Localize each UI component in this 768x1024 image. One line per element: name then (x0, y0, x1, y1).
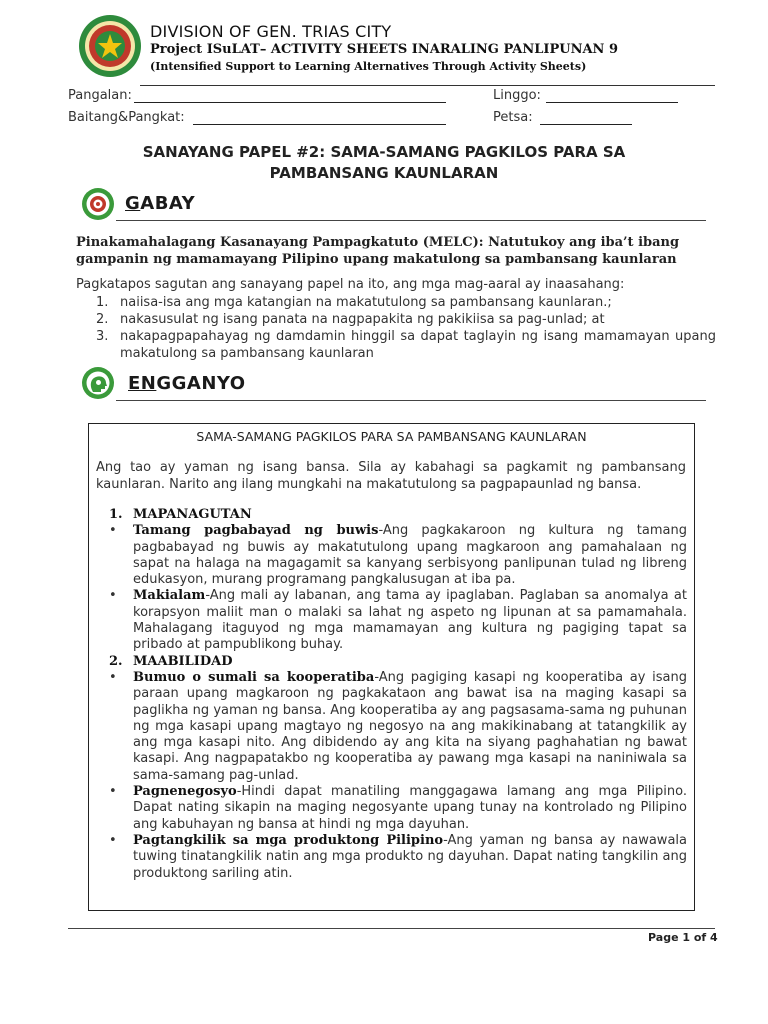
linggo-field[interactable] (546, 102, 678, 103)
bullet-text (133, 670, 687, 784)
section-number: 1. (109, 507, 123, 522)
reading-box-content (109, 507, 687, 882)
division-name: DIVISION OF GEN. TRIAS CITY (150, 22, 392, 41)
bullet-description: -Ang mali ay labanan, ang tama ay ipaglaban. Paglaban sa anomalya at korapsyon maliit man o malaki sa lahat ng aspeto ng lipunan at sa pamamahala. Mahalagang itaguyod ng mga mamamayan ang kultura ng pagiging tapat sa pribado at pampublikong buhay. (133, 588, 687, 653)
baitang-field[interactable] (193, 124, 446, 125)
engganyo-heading (128, 373, 246, 394)
objective-item (96, 328, 716, 362)
gabay-heading-rest: ABAY (140, 193, 196, 214)
objective-item (96, 294, 716, 311)
bullet-term: Makialam (133, 588, 206, 604)
bullet-icon: • (109, 523, 117, 539)
bullet-item (109, 670, 687, 784)
linggo-label: Linggo: (493, 88, 541, 103)
bullet-item (109, 784, 687, 833)
section-title: MAPANAGUTAN (133, 507, 252, 522)
head-gear-icon (81, 366, 115, 400)
project-title: Project ISuLAT– ACTIVITY SHEETS INARALING PANLIPUNAN 9 (150, 42, 618, 57)
section-number: 2. (109, 653, 123, 669)
pangalan-field[interactable] (134, 102, 446, 103)
bullet-text (133, 588, 687, 653)
reading-box-title: SAMA-SAMANG PAGKILOS PARA SA PAMBANSANG KAUNLARAN (196, 429, 587, 444)
worksheet-title-line-2: PAMBANSANG KAUNLARAN (269, 164, 499, 182)
bullet-text (133, 784, 687, 833)
project-subtitle: (Intensified Support to Learning Alternatives Through Activity Sheets) (150, 60, 587, 73)
target-icon (81, 187, 115, 221)
bullet-text (133, 523, 687, 588)
engganyo-heading-initial: EN (128, 373, 157, 394)
melc-statement (76, 234, 706, 268)
reading-box (88, 423, 695, 911)
bullet-term: Bumuo o sumali sa kooperatiba (133, 669, 375, 685)
section-heading (109, 654, 687, 670)
objective-text: nakapagpapahayag ng damdamin hinggil sa dapat taglayin ng isang mamamayan upang makatulong sa pambansang kaunlaran (120, 329, 716, 361)
objective-item (96, 311, 716, 328)
bullet-item (109, 523, 687, 588)
gabay-heading (125, 193, 195, 214)
objectives-list (96, 294, 716, 362)
footer-divider (68, 928, 715, 929)
bullet-term: Pagnenegosyo (133, 784, 237, 800)
header-divider (140, 85, 715, 86)
bullet-text (133, 833, 687, 882)
objective-text: nakasusulat ng isang panata na nagpapakita ng pakikiisa sa pag-unlad; at (120, 312, 605, 327)
gabay-divider (116, 220, 706, 221)
bullet-icon: • (109, 784, 117, 800)
petsa-field[interactable] (540, 124, 632, 125)
section-title: MAABILIDAD (133, 653, 233, 669)
objectives-intro: Pagkatapos sagutan ang sanayang papel na ito, ang mga mag-aaral ay inaasahang: (76, 277, 625, 292)
melc-line-1: Pinakamahalagang Kasanayang Pampagkatuto (MELC): Natutukoy ang iba’t ibang (76, 235, 680, 250)
melc-line-2: gampanin ng mamamayang Pilipino upang makatulong sa pambansang kaunlaran (76, 252, 677, 267)
baitang-label: Baitang&Pangkat: (68, 110, 185, 125)
page-number: Page 1 of 4 (648, 931, 718, 944)
engganyo-heading-rest: GGANYO (156, 373, 246, 394)
bullet-icon: • (109, 669, 117, 685)
pangalan-label: Pangalan: (68, 88, 132, 103)
reading-box-intro: Ang tao ay yaman ng isang bansa. Sila ay kabahagi sa pagkamit ng pambansang kaunlaran. Narito ang ilang mungkahi na makatutulong sa pagpapaunlad ng bansa. (96, 460, 686, 492)
bullet-item (109, 833, 687, 882)
bullet-description: -Hindi dapat manatiling manggagawa lamang ang mga Pilipino. Dapat nating sikapin na maging negosyante upang tunay na kontrolado ng Pilipino ang kabuhayan ng bansa at hindi ng mga dayuhan. (133, 784, 687, 832)
section-heading (109, 507, 687, 523)
objective-number: 2. (96, 312, 109, 327)
bullet-icon: • (109, 832, 117, 848)
engganyo-divider (116, 400, 706, 401)
worksheet-title (80, 142, 688, 184)
worksheet-title-line-1: SANAYANG PAPEL #2: SAMA-SAMANG PAGKILOS PARA SA (142, 143, 626, 161)
objective-number: 3. (96, 329, 109, 344)
bullet-term: Tamang pagbabayad ng buwis (133, 523, 379, 539)
bullet-item (109, 588, 687, 653)
bullet-term: Pagtangkilik sa mga produktong Pilipino (133, 832, 444, 848)
objective-text: naiisa-isa ang mga katangian na makatutulong sa pambansang kaunlaran.; (120, 295, 612, 310)
bullet-icon: • (109, 588, 117, 604)
bullet-description: -Ang pagkakaroon ng kultura ng tamang pagbabayad ng buwis ay makatutulong upang magkaroon ang pamahalaan ng sapat na halaga na magagamit sa kanyang serbisyong panlipunan tulad ng libreng edukasyon, murang programang pangkalusugan at iba pa. (133, 523, 687, 588)
petsa-label: Petsa: (493, 110, 533, 125)
objective-number: 1. (96, 295, 109, 310)
gabay-heading-initial: G (125, 193, 141, 214)
bullet-description: -Ang yaman ng bansa ay nawawala tuwing tinatangkilik natin ang mga produkto ng dayuhan. Dapat nating tangkilin ang produktong sariling atin. (133, 832, 687, 881)
division-seal-logo (78, 14, 142, 78)
bullet-description: -Ang pagiging kasapi ng kooperatiba ay isang paraan upang magkaroon ng pagkakataon ang bawat isa na maging kasapi sa paglikha ng yaman ng bansa. Ang kooperatiba ay ang pagsasama-sama ng puhunan ng mga kasapi upang magtayo ng negosyo na ang makikinabang at tatangkilik ay ang mga kasapi nito. Ang dibidendo ay ang kita na siyang paghahatian ng bawat kasapi. Ang nagpapatakbo ng kooperatiba ay pawang mga kasapi na naniniwala sa sama-samang pag-unlad. (133, 669, 687, 783)
